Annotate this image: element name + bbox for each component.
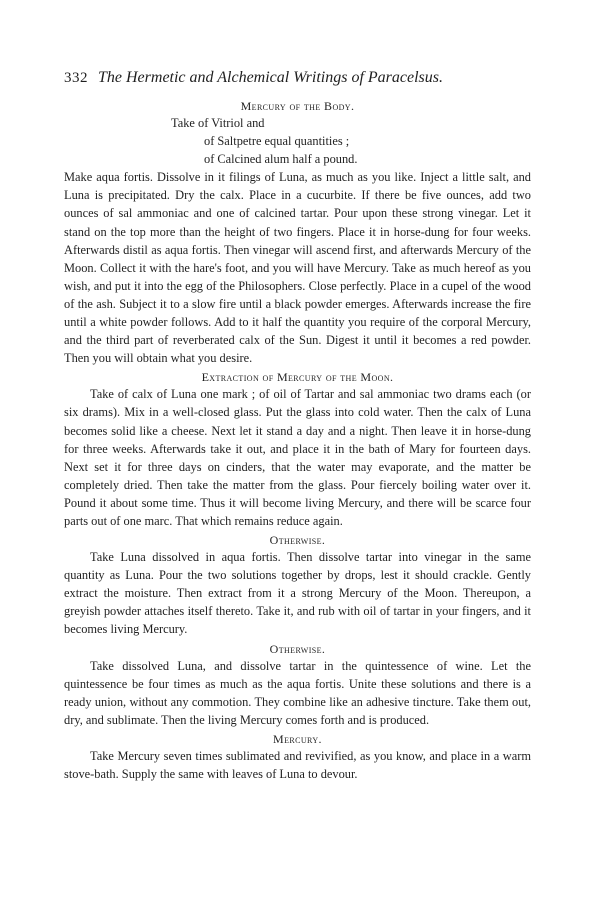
paragraph-extraction: Take of calx of Luna one mark ; of oil of Tartar and sal ammoniac two drams each (or six drams). Mix in a well-closed glass. Put the glass into cold water. Then the calx of Luna becomes solid like a cheese. Next let it stand a day and a night. Then leave it in horse-dung for three weeks. Afterwards take it out, and place it in the bath of Mary for fourteen days. Next set it for three days on cinders, that the water may evaporate, and the matter be completely dried. Then take the matter from the glass. Pour fiercely boiling water over it. Pound it about some time. Thus it will become living Mercury, and there will be scarce four parts out of one marc. That which remains reduce again. — [64, 387, 531, 528]
recipe-line: of Calcined alum half a pound. — [204, 152, 358, 167]
section-heading-mercury: Mercury. — [273, 731, 322, 746]
section-heading-mercury-of-the-body: Mercury of the Body. — [240, 99, 355, 113]
section-heading-otherwise-2: Otherwise. — [269, 641, 326, 656]
paragraph-mercury-of-the-body: Make aqua fortis. Dissolve in it filings of Luna, as much as you like. Inject a little salt, and Luna is precipitated. Dry the calx. Place in a cucurbite. If there be five ounces, add two ounces of sal ammoniac and one of calcined tartar. Pour upon these strong vinegar. Let it stand on the top more than the height of two fingers. Place it in horse-dung for four weeks. Afterwards distil as aqua fortis. Then vinegar will ascend first, and afterwards Mercury of the Moon. Collect it with the hare's foot, and you will have Mercury. Take as much hereof as you wish, and put it into the egg of the Philosophers. Close perfectly. Place in a cupel of the wood of the ash. Subject it to a slow fire until a black powder emerges. Afterwards increase the fire until a white powder follows. Add to it half the quantity you require of the corporal Mercury, and the third part of reverberated calx of the Sun. Digest it until it becomes a red powder. Then you will obtain what you desire. — [64, 170, 531, 366]
book-page — [64, 68, 531, 783]
section-heading-otherwise-1: Otherwise. — [269, 533, 326, 548]
recipe-line: of Saltpetre equal quantities ; — [204, 134, 350, 149]
recipe-block — [64, 114, 531, 168]
page-number: 332 — [64, 70, 88, 86]
paragraph-otherwise-2: Take dissolved Luna, and dissolve tartar in the quintessence of wine. Let the quintessence be four times as much as the aqua fortis. Unite these solutions and there is a ready union, without any commotion. They combine like an adhesive tincture. Take them out, dry, and sublimate. Then the living Mercury comes forth and is produced. — [64, 658, 531, 727]
section-heading-extraction: Extraction of Mercury of the Moon. — [201, 370, 394, 385]
recipe-line: Take of Vitriol and — [171, 116, 265, 130]
running-head — [64, 68, 531, 88]
paragraph-otherwise-1: Take Luna dissolved in aqua fortis. Then dissolve tartar into vinegar in the same quantity as Luna. Pour the two solutions together by drops, lest it should crackle. Gently extract the moisture. Then extract from it a strong Mercury of the Moon. Thereupon, a greyish powder attaches itself thereto. Take it, and rub with oil of tartar in your fingers, and it becomes living Mercury. — [64, 550, 531, 637]
running-title: The Hermetic and Alchemical Writings of Paracelsus. — [98, 69, 443, 86]
paragraph-mercury: Take Mercury seven times sublimated and revivified, as you know, and place in a warm stove-bath. Supply the same with leaves of Luna to devour. — [64, 748, 531, 781]
